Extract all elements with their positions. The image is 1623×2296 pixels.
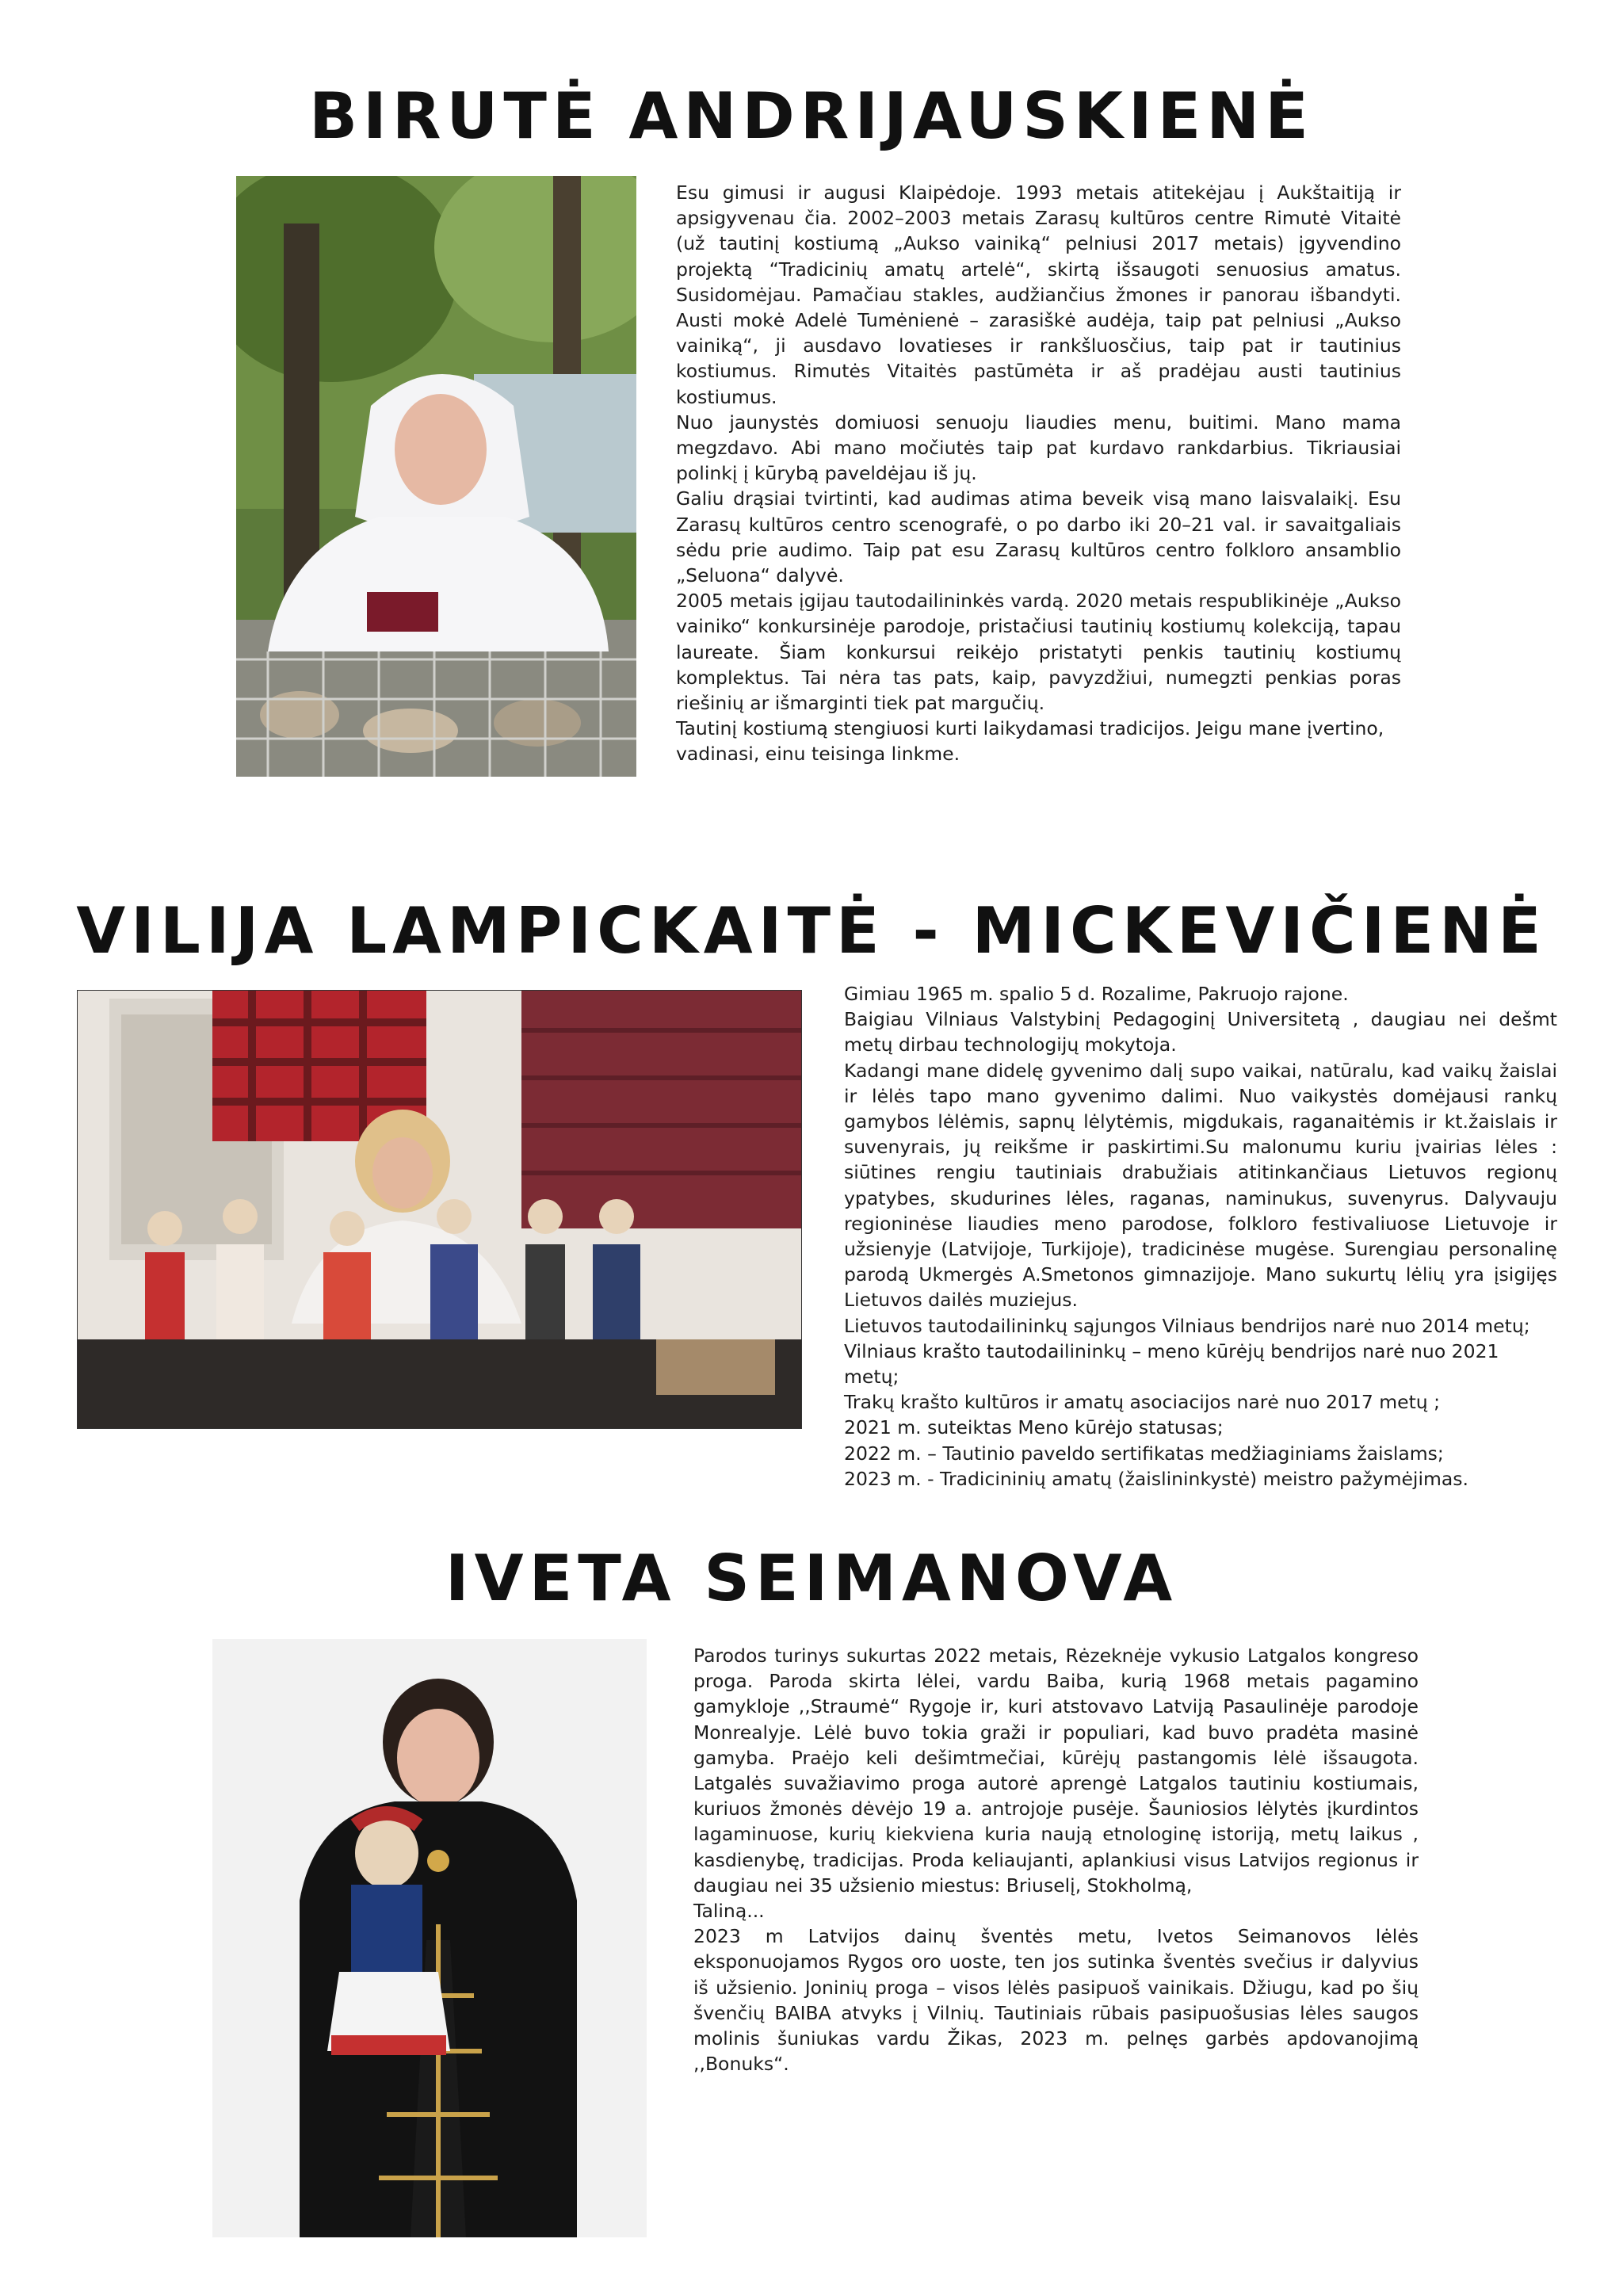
woman-with-dolls-exhibition-icon xyxy=(78,991,801,1428)
section-title-vilija: VILIJA LAMPICKAITĖ - MICKEVIČIENĖ xyxy=(76,894,1547,968)
portrait-woman-white-headscarf-icon xyxy=(236,176,636,777)
bio-paragraph: Parodos turinys sukurtas 2022 metais, Rėzeknėje vykusio Latgalos kongreso proga. Paroda skirta lėlei, vardu Baiba, kurią 1968 metais pagamino gamykloje ,,Straumė“ Rygoje ir, kuri atstovavo Latviją Pasaulinėje parodoje Monrealyje. Lėlė buvo tokia graži ir populiari, kad buvo pradėta masinė gamyba. Praėjo keli dešimtmečiai, kūrėjų pastangomis lėlė išsaugota. Latgalės suvažiavimo proga autorė aprengė Latgalos tautiniu kostiumais, kuriuos žmonės dėvėjo 19 a. antrojoje pusėje. Šauniosios lėlytės įkurdintos lagaminuose, kurių kiekviena kuria naują etnologinę istoriją, metų laikus , kasdienybę, tradicijas. Proda keliaujanti, aplankiusi visus Latvijos regionus ir daugiau nei 35 užsienio miestus: Briuselį, Stokholmą, xyxy=(693,1645,1419,1897)
bio-text-vilija xyxy=(844,981,1557,1492)
bio-paragraph: 2023 m. - Tradicininių amatų (žaislininkystė) meistro pažymėjimas. xyxy=(844,1467,1468,1490)
bio-paragraph: 2023 m Latvijos dainų šventės metu, Ivetos Seimanovos lėlės eksponuojamos Rygos oro uoste, ten jos sutinka šventės svečius ir dalyvius iš užsienio. Joninių proga – visos lėlės pasipuoš vainikais. Džiugu, kad po šių švenčių BAIBA atvyks į Vilnių. Tautiniais rūbais pasipuošusias lėles saugos molinis šuniukas vardu Žikas, 2023 m. pelnęs garbės apdovanojimą ,,Bonuks“. xyxy=(693,1925,1419,2076)
bio-paragraph: Galiu drąsiai tvirtinti, kad audimas atima beveik visą mano laisvalaikį. Esu Zarasų kultūros centro scenografė, o po darbo iki 20–21 val. ir savaitgaliais sėdu prie audimo. Taip pat esu Zarasų kultūros centro folkloro ansamblio „Seluona“ dalyvė. xyxy=(676,487,1401,587)
bio-text-iveta xyxy=(693,1643,1419,2076)
photo-birute-andrijauskiene xyxy=(236,176,636,777)
bio-paragraph: Vilniaus krašto tautodailininkų – meno kūrėjų bendrijos narė nuo 2021 metų; xyxy=(844,1339,1499,1389)
bio-paragraph: Trakų krašto kultūros ir amatų asociacijos narė nuo 2017 metų ; xyxy=(844,1391,1441,1414)
bio-paragraph: 2005 metais įgijau tautodailininkės vardą. 2020 metais respublikinėje „Aukso vainiko“ konkursinėje parodoje, pristačiusi tautinių kostiumų kolekciją, tapau laureate. Šiam konkursui reikėjo pristatyti penkis tautinių kostiumų komplektus. Tai nėra tas pats, kaip, pavyzdžiui, numegzti penkias poras riešinių ar išmarginti tiek pat margučių. xyxy=(676,590,1401,715)
bio-paragraph: Gimiau 1965 m. spalio 5 d. Rozalime, Pakruojo rajone. xyxy=(844,983,1349,1005)
bio-paragraph: 2021 m. suteiktas Meno kūrėjo statusas; xyxy=(844,1416,1224,1439)
bio-text-birute xyxy=(676,180,1401,767)
bio-paragraph: Taliną... xyxy=(693,1900,765,1923)
photo-iveta-seimanova xyxy=(212,1639,647,2237)
bio-paragraph: Baigiau Vilniaus Valstybinį Pedagoginį Universitetą , daugiau nei dešmt metų dirbau technologijų mokytoja. xyxy=(844,1008,1557,1056)
section-title-birute: BIRUTĖ ANDRIJAUSKIENĖ xyxy=(309,79,1314,153)
bio-paragraph: Esu gimusi ir augusi Klaipėdoje. 1993 metais atitekėjau į Aukštaitiją ir apsigyvenau čia. 2002–2003 metais Zarasų kultūros centre Rimutė Vitaitė (už tautinį kostiumą „Aukso vainiką“ pelniusi 2017 metais) įgyvendino projektą “Tradicinių amatų artelė“, skirtą išsaugoti senuosius amatus. Susidomėjau. Pamačiau stakles, audžiančius žmones ir panorau išbandyti. Austi mokė Adelė Tumėnienė – zarasiškė audėja, taip pat pelniusi „Aukso vainiką“, ji ausdavo lovatieses ir rankšluosčius, taip pat ir tautinius kostiumus. Rimutės Vitaitės pastūmėta ir aš pradėjau austi tautinius kostiumus. xyxy=(676,181,1401,408)
bio-paragraph: Kadangi mane didelę gyvenimo dalį supo vaikai, natūralu, kad vaikų žaislai ir lėlės tapo mano gyvenimo dalimi. Nuo vaikystės domėjausi rankų gamybos lėlėmis, sapnų lėlytėmis, migdukais, raganaitėmis ir kt.žaislais ir suvenyrais, jų reikšme ir paskirtimi.Su malonumu kuriu įvairias lėles : siūtines rengiu tautiniais drabužiais atitinkančiaus Lietuvos regionų ypatybes, skudurines lėles, raganas, naminukus, suvenyrus. Dalyvauju regioninėse liaudies meno parodose, folkloro festivaliuose Lietuvoje ir užsienyje (Latvijoje, Turkijoje), tradicinėse mugėse. Surengiau personalinę parodą Ukmergės A.Smetonos gimnazijoje. Mano sukurtų lėlių yra įsigijęs Lietuvos dailės muziejus. xyxy=(844,1059,1557,1312)
section-title-iveta: IVETA SEIMANOVA xyxy=(445,1541,1178,1615)
bio-paragraph: 2022 m. – Tautinio paveldo sertifikatas medžiaginiams žaislams; xyxy=(844,1442,1444,1465)
woman-holding-doll-icon xyxy=(212,1639,647,2237)
photo-vilija-lampickaite-mickeviciene xyxy=(77,990,802,1429)
bio-paragraph: Nuo jaunystės domiuosi senuoju liaudies menu, buitimi. Mano mama megzdavo. Abi mano močiutės taip pat kurdavo rankdarbius. Tikriausiai polinkį į kūrybą paveldėjau iš jų. xyxy=(676,411,1401,485)
bio-paragraph: Tautinį kostiumą stengiuosi kurti laikydamasi tradicijos. Jeigu mane įvertino, vadinasi, einu teisinga linkme. xyxy=(676,717,1384,766)
bio-paragraph: Lietuvos tautodailininkų sąjungos Vilniaus bendrijos narė nuo 2014 metų; xyxy=(844,1314,1530,1337)
